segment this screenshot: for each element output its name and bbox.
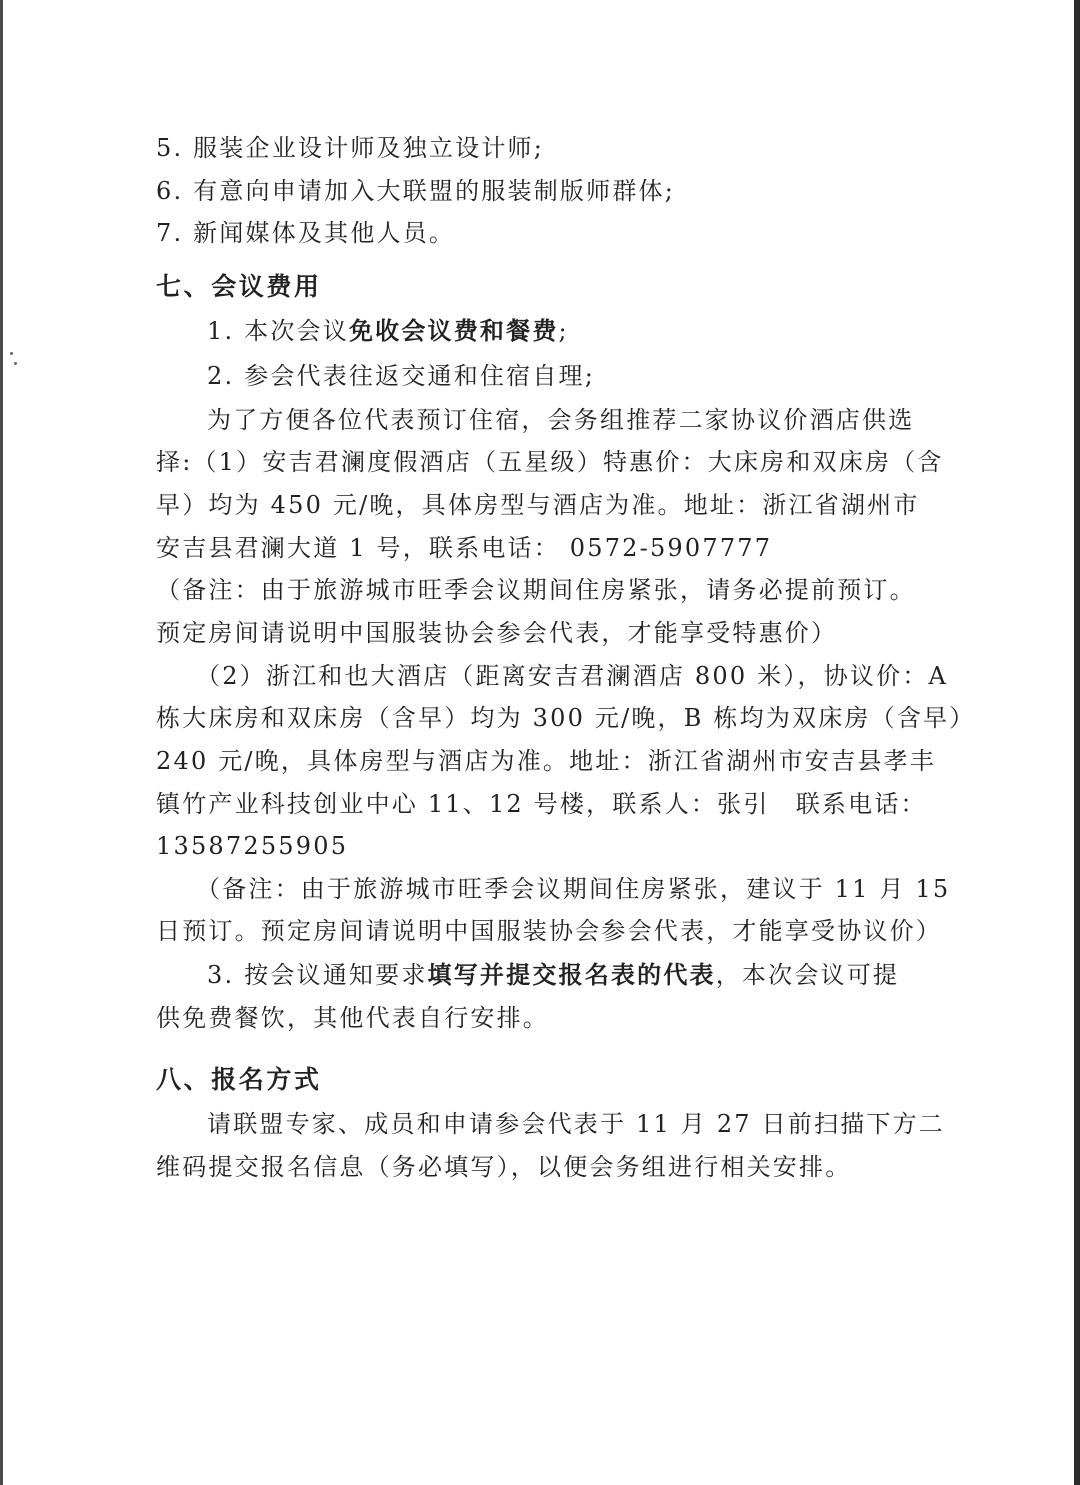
registration-line: 请联盟专家、成员和申请参会代表于 11 月 27 日前扫描下方二 — [207, 1110, 945, 1138]
hotel-2-line: 镇竹产业科技创业中心 11、12 号楼，联系人：张引 联系电话： — [156, 790, 927, 818]
fee-item-1-suffix: ; — [558, 317, 569, 345]
hotel-2-phone: 13587255905 — [156, 832, 349, 860]
fee-item-3 — [207, 959, 899, 991]
fee-item-1 — [207, 315, 569, 347]
hotel-intro-line: 安吉县君澜大道 1 号，联系电话： 0572-5907777 — [156, 534, 773, 562]
scan-speck — [10, 352, 13, 355]
hotel-2-line: （2）浙江和也大酒店（距离安吉君澜酒店 800 米），协议价：A — [196, 662, 949, 690]
scan-edge-right — [1074, 0, 1080, 1485]
registration-line: 维码提交报名信息（务必填写），以便会务组进行相关安排。 — [156, 1153, 852, 1181]
fee-item-1-prefix: 1. 本次会议 — [207, 317, 349, 345]
fee-item-3-line2: 供免费餐饮，其他代表自行安排。 — [156, 1004, 549, 1032]
scan-edge-left — [0, 0, 3, 1485]
note-2-line: （备注：由于旅游城市旺季会议期间住房紧张，建议于 11 月 15 — [196, 875, 951, 903]
hotel-intro-line: 择:（1）安吉君澜度假酒店（五星级）特惠价：大床房和双床房（含 — [156, 448, 944, 476]
note-1-line: 预定房间请说明中国服装协会参会代表，才能享受特惠价） — [156, 619, 838, 647]
section-heading-registration: 八、报名方式 — [156, 1065, 322, 1094]
fee-item-3-suffix: ，本次会议可提 — [715, 961, 900, 989]
note-1-line: （备注：由于旅游城市旺季会议期间住房紧张，请务必提前预订。 — [156, 576, 916, 604]
fee-item-3-prefix: 3. 按会议通知要求 — [207, 961, 428, 989]
hotel-intro-line: 为了方便各位代表预订住宿，会务组推荐二家协议价酒店供选 — [207, 406, 915, 434]
fee-item-1-bold: 免收会议费和餐费 — [348, 316, 559, 345]
scan-speck — [14, 362, 17, 365]
fee-item-2: 2. 参会代表往返交通和住宿自理; — [207, 362, 596, 390]
hotel-intro-line: 早）均为 450 元/晚，具体房型与酒店为准。地址：浙江省湖州市 — [156, 491, 920, 519]
note-2-line: 日预订。预定房间请说明中国服装协会参会代表，才能享受协议价） — [156, 917, 942, 945]
hotel-2-line: 栋大床房和双床房（含早）均为 300 元/晚，B 栋均为双床房（含早） — [156, 704, 976, 732]
section-heading-fees: 七、会议费用 — [156, 272, 322, 301]
list-item-5: 5. 服装企业设计师及独立设计师; — [156, 134, 545, 162]
list-item-7: 7. 新闻媒体及其他人员。 — [156, 219, 456, 247]
list-item-6: 6. 有意向申请加入大联盟的服装制版师群体; — [156, 177, 676, 205]
hotel-2-line: 240 元/晚，具体房型与酒店为准。地址：浙江省湖州市安吉县孝丰 — [156, 747, 936, 775]
fee-item-3-bold: 填写并提交报名表的代表 — [427, 960, 716, 989]
